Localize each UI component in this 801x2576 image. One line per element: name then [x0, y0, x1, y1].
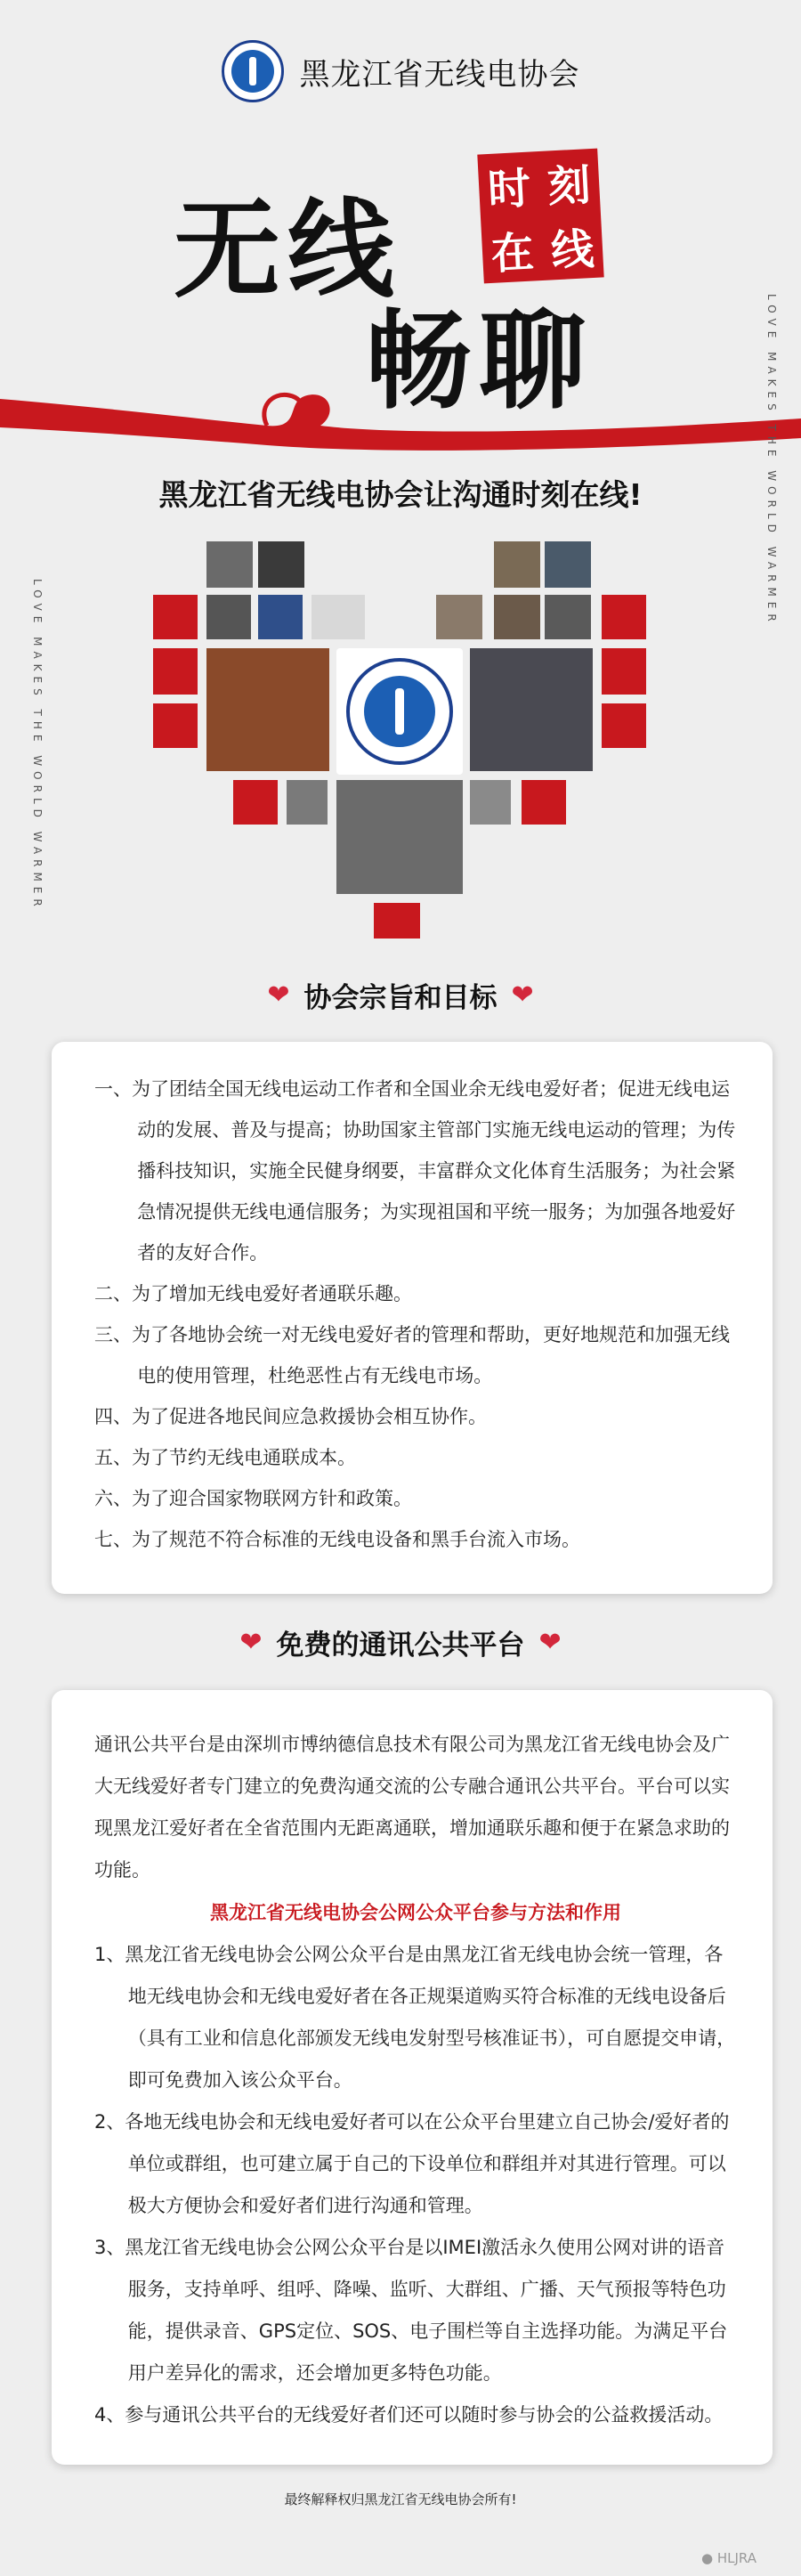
- collage-photo-mechanic: [470, 648, 593, 771]
- collage-photo: [258, 595, 303, 639]
- header-logo-row: [0, 40, 801, 102]
- side-text-left: LOVE MAKES THE WORLD WARMER: [31, 579, 44, 912]
- list-item: 2、各地无线电协会和无线电爱好者可以在公众平台里建立自己协会/爱好者的单位或群组，也可建立属于自己的下设单位和群组并对其进行管理。可以极大方便协会和爱好者们进行沟通和管理。: [94, 2111, 730, 2216]
- seal-stamp: [477, 149, 603, 284]
- collage-center-logo: [336, 648, 463, 775]
- footer-note: 最终解释权归黑龙江省无线电协会所有!: [284, 2491, 517, 2507]
- stamp-char: 线: [549, 224, 595, 277]
- list-item: 三、为了各地协会统一对无线电爱好者的管理和帮助，更好地规范和加强无线电的使用管理，杜绝恶性占有无线电市场。: [94, 1324, 730, 1386]
- collage-photo: [545, 595, 591, 639]
- list-item: 3、黑龙江省无线电协会公网公众平台是以IMEI激活永久使用公网对讲的语音服务，支持单呼、组呼、降噪、监听、大群组、广播、天气预报等特色功能，提供录音、GPS定位、SOS、电子围栏等自主选择功能。为满足平台用户差异化的需求，还会增加更多特色功能。: [94, 2237, 728, 2384]
- org-name: 黑龙江省无线电协会: [299, 56, 580, 93]
- heart-icon: ❤: [538, 1627, 562, 1658]
- collage-photo-rescuer: [206, 648, 329, 771]
- platform-intro: 通讯公共平台是由深圳市博纳德信息技术有限公司为黑龙江省无线电协会及广大无线爱好者专门建立的免费沟通交流的公专融合通讯公共平台。平台可以实现黑龙江爱好者在全省范围内无距离通联，增加通联乐趣和便于在紧急求助的功能。: [94, 1734, 730, 1881]
- collage-red-tile: [522, 780, 566, 825]
- heart-icon: ❤: [267, 979, 290, 1011]
- list-item: 二、为了增加无线电爱好者通联乐趣。: [94, 1283, 412, 1304]
- collage-photo: [494, 541, 540, 588]
- stamp-char: 在: [490, 227, 536, 280]
- list-item: 1、黑龙江省无线电协会公网公众平台是由黑龙江省无线电协会统一管理，各地无线电协会和无线电爱好者在各正规渠道购买符合标准的无线电设备后（具有工业和信息化部颁发无线电发射型号核准证书），可自愿提交申请，即可免费加入该公众平台。: [94, 1944, 736, 2091]
- collage-photo: [494, 595, 540, 639]
- collage-red-tile: [374, 903, 420, 939]
- collage-red-tile: [233, 780, 278, 825]
- watermark-text: HLJRA: [716, 2550, 756, 2566]
- collage-red-tile: [153, 703, 198, 748]
- list-item: 一、为了团结全国无线电运动工作者和全国业余无线电爱好者；促进无线电运动的发展、普及与提高；协助国家主管部门实施无线电运动的管理；为传播科技知识，实施全民健身纲要，丰富群众文化体育生活服务；为社会紧急情况提供无线电通信服务；为实现祖国和平统一服务；为加强各地爱好者的友好合作。: [94, 1078, 736, 1264]
- list-item: 4、参与通讯公共平台的无线爱好者们还可以随时参与协会的公益救援活动。: [94, 2404, 724, 2426]
- collage-red-tile: [602, 595, 646, 639]
- platform-subtitle: 黑龙江省无线电协会公网公众平台参与方法和作用: [210, 1902, 621, 1923]
- list-item: 六、为了迎合国家物联网方针和政策。: [94, 1488, 412, 1509]
- section-title-platform: [0, 1622, 801, 1662]
- collage-red-tile: [153, 648, 198, 695]
- heart-icon: ❤: [239, 1627, 263, 1658]
- red-ribbon: [0, 383, 801, 454]
- collage-photo-tire: [336, 780, 463, 894]
- stamp-char: 刻: [546, 159, 592, 213]
- collage-photo: [545, 541, 591, 588]
- association-logo: [222, 40, 284, 102]
- list-item: 五、为了节约无线电通联成本。: [94, 1447, 356, 1468]
- collage-photo: [312, 595, 365, 639]
- collage-photo: [206, 595, 251, 639]
- list-item: 四、为了促进各地民间应急救援协会相互协作。: [94, 1406, 487, 1427]
- section-title-purpose: [0, 975, 801, 1015]
- purpose-card: [52, 1042, 773, 1594]
- slogan-line2: 畅聊: [365, 298, 593, 424]
- stamp-char: 时: [486, 163, 532, 215]
- platform-card: [52, 1690, 773, 2465]
- slogan-line1: 无线: [174, 187, 401, 313]
- collage-red-tile: [602, 703, 646, 748]
- heart-icon: ❤: [511, 979, 534, 1011]
- collage-photo: [206, 541, 253, 588]
- collage-red-tile: [153, 595, 198, 639]
- watermark: ● HLJRA: [701, 2550, 756, 2566]
- collage-photo: [436, 595, 482, 639]
- headline: 黑龙江省无线电协会让沟通时刻在线!: [158, 477, 643, 512]
- list-item: 七、为了规范不符合标准的无线电设备和黑手台流入市场。: [94, 1529, 580, 1550]
- collage-photo: [258, 541, 304, 588]
- collage-photo: [287, 780, 328, 825]
- section2-title: 免费的通讯公共平台: [276, 1629, 525, 1662]
- collage-photo: [470, 780, 511, 825]
- collage-red-tile: [602, 648, 646, 695]
- section1-title: 协会宗旨和目标: [303, 982, 498, 1014]
- side-text-right: LOVE MAKES THE WORLD WARMER: [765, 294, 778, 627]
